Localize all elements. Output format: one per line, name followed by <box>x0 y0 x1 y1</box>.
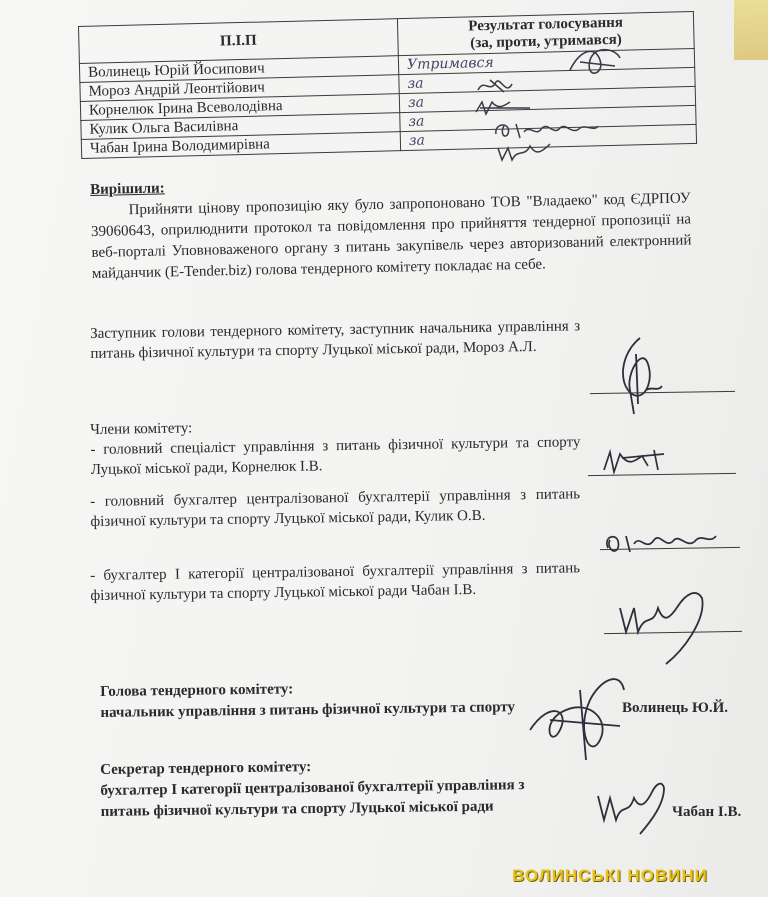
kornelyuk-signature <box>598 444 678 480</box>
member-name: Кулик Ольга Василівна <box>81 113 400 140</box>
decision-heading: Вирішили: <box>90 180 165 198</box>
member-name: Чабан Ірина Володимирівна <box>81 132 400 159</box>
member-vote: за <box>399 86 695 112</box>
chair-block <box>100 675 571 724</box>
chair-title: Голова тендерного комітету: <box>100 681 294 700</box>
header-result-line2: (за, проти, утримався) <box>470 31 622 52</box>
news-watermark: ВОЛИНСЬКІ НОВИНИ <box>512 866 708 885</box>
secretary-name: Чабан І.В. <box>672 804 742 820</box>
member-vote: за <box>399 67 695 93</box>
secretary-position: бухгалтер І категорії централізованої бухгалтерії управління з питань фізичної культури та спорту Луцької міської ради <box>100 777 525 820</box>
chair-table-signature <box>560 40 630 90</box>
chair-position: начальник управління з питань фізичної культури та спорту <box>100 699 516 721</box>
background-edge <box>734 0 768 60</box>
secretary-signature <box>590 770 670 840</box>
moroz-signature <box>610 334 670 418</box>
kulyk-signature <box>598 526 728 562</box>
secretary-block <box>100 753 571 823</box>
member-kulyk-text: - головний бухгалтер централізованої бухгалтерії управління з питань фізичної культури та спорту Луцької міської ради, Кулик О.В. <box>90 486 581 530</box>
chair-name: Волинець Ю.Й. <box>622 700 729 716</box>
decision-text: Прийняти цінову пропозицію яку було запропоновано ТОВ "Владаеко" код ЄДРПОУ 39060643, оприлюднити протокол та повідомлення про прийняття тендерної пропозиції на веб-порталі Уповноваженого органу з питань закупівель через авторизований електронний майданчик (E-Tender.biz) голова тендерного комітету покладає на себе. <box>90 190 692 282</box>
member-chaban-text: - бухгалтер І категорії централізованої бухгалтерії управління з питань фізичної культури та спорту Луцької міської ради Чабан І.В. <box>90 560 581 604</box>
member-vote: Утримався <box>398 48 694 74</box>
member-vote: за <box>400 105 696 131</box>
secretary-title: Секретар тендерного комітету: <box>100 759 312 778</box>
member-vote: за <box>400 124 696 150</box>
header-name: П.І.П <box>79 19 399 64</box>
member-name: Корнелюк Ірина Всеволодівна <box>80 94 399 121</box>
member-name: Волинець Юрій Йосипович <box>79 56 398 83</box>
chaban-table-signature <box>492 138 562 168</box>
header-result-line1: Результат голосування <box>468 14 624 35</box>
chaban-signature <box>606 578 716 668</box>
member-kornelyuk-text <box>90 412 581 480</box>
member-name: Мороз Андрій Леонтійович <box>80 75 399 102</box>
members-heading: Члени комітету: <box>90 420 193 438</box>
decision-section <box>90 167 692 285</box>
member-kornelyuk-position: - головний спеціаліст управління з питань фізичної культури та спорту Луцької міської ради, Корнелюк І.В. <box>90 434 581 478</box>
deputy-chair-text: Заступник голови тендерного комітету, заступник начальника управління з питань фізичної культури та спорту Луцької міської ради, Мороз А.Л. <box>90 318 581 362</box>
